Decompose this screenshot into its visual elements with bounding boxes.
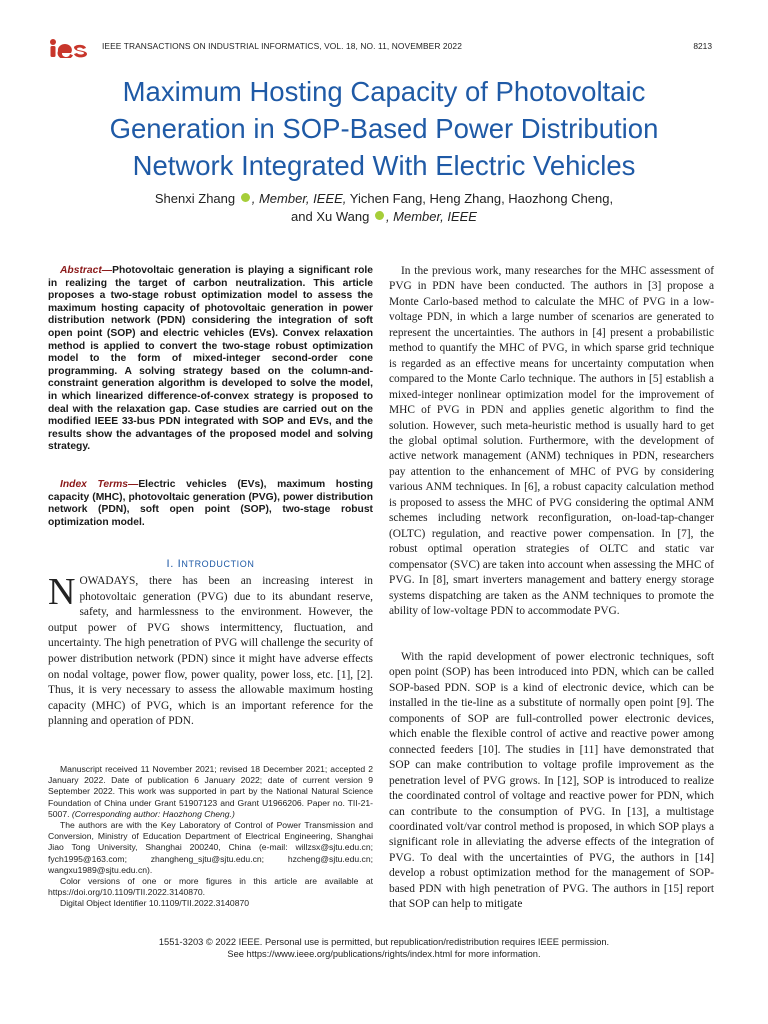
section-initial: I — [177, 558, 182, 570]
corresponding-author: (Corresponding author: Haozhong Cheng.) — [69, 808, 235, 819]
intro-paragraph — [48, 571, 373, 730]
copyright-line: 1551-3203 © 2022 IEEE. Personal use is permitted, but republication/redistribution requires IEEE permission. — [158, 937, 610, 947]
footnote-color-versions: Color versions of one or more figures in this article are available at https://doi.org/10.1109/TII.2022.3140870. — [48, 876, 373, 898]
orcid-icon[interactable] — [375, 211, 384, 220]
section-number: I. — [166, 558, 178, 570]
index-terms-text: Electric vehicles (EVs), maximum hosting capacity (MHC), photovoltaic generation (PVG), power distribution network (PDN), soft open point (SOP), two-stage robust optimization model. — [48, 479, 373, 528]
index-terms-label: Index Terms— — [60, 479, 139, 490]
footnote-manuscript — [48, 764, 373, 820]
abstract-text: Photovoltaic generation is playing a significant role in realizing the target of carbon neutralization. This article proposes a two-stage robust optimization model to assess the maximum hosting capacity of photovoltaic generation in power distribution network (PDN) considering the integration of soft open point (SOP) and electric vehicles (EVs). Convex relaxation method is applied to convert the two-stage robust optimization model to the form of mixed-integer second-order cone programming. A solving strategy based on the column-and-constraint generation algorithm is developed to solve the model, in which linearized difference-of-convex strategy is proposed to deal with the relaxation gap. Case studies are carried out on the modified IEEE 33-bus PDN integrated with SOP and EVs, and the results show the advantages of the proposed model and solving strategy. — [48, 265, 373, 453]
index-terms — [48, 479, 373, 529]
journal-citation: IEEE TRANSACTIONS ON INDUSTRIAL INFORMATICS, VOL. 18, NO. 11, NOVEMBER 2022 — [102, 41, 462, 51]
intro-text: there has been an increasing interest in photovoltaic generation (PVG) due to its abundant reserve, safety, and harmlessness to the environment. However, the output power of PVG shows intermittency, fluctuation, and uncertainty. The high penetration of PVG will challenge the security of power distribution network (PDN) since it might have adverse effects on nodal voltage, power flow, power quality, power loss, etc. [1], [2]. Thus, it is very necessary to assess the allowable maximum hosting capacity (MHC) of PVG, which is an important reference for the planning and operation of PDN. — [48, 575, 373, 728]
abstract-label: Abstract— — [60, 265, 113, 276]
body-paragraph: In the previous work, many researches for the MHC assessment of PVG in PDN have been conducted. The authors in [3] propose a Monte Carlo-based method to calculate the MHC of PVG in a low-voltage PDN, in which a large number of scenarios are generated to represent the uncertainties. The authors in [4] present a probabilistic method to quantify the MHC of PVG, in which sparse grid technique is regarded as an effective means for uncertainty computation when compared to the Monte Carlo technique. The authors in [5] establish a mixed-integer nonlinear optimization model for the improvement of MHC of PVG in PDN and applies genetic algorithm to find the solution. However, such meta-heuristic method is usually hard to get the global optimal solution. Furthermore, with the development of active network management (ANM) techniques in PDN, researchers pay attention to the enhancement of MHC of PVG by considering various ANM techniques. In [6], a robust capacity calculation method is proposed to assess the MHC of PVG considering the optimal ANM schemes including network reconfiguration, on-load-tap-changer (OLTC) regulation, and reactive power compensation. In [7], the robust optimal operation strategies of OLTC and static var compensator (SVC) are taken into account when assessing the MHC of PVG. In [8], smart inverters management and battery energy storage systems dispatching are taken as the ANM techniques to promote the ability of low-voltage PDN to accommodate PVG. — [389, 265, 714, 617]
author-membership: , Member, IEEE — [385, 209, 477, 224]
copyright-footer — [0, 937, 768, 960]
author-names: Yichen Fang, Heng Zhang, Haozhong Cheng, — [346, 191, 614, 206]
permissions-line: See https://www.ieee.org/publications/rights/index.html for more information. — [227, 948, 541, 959]
title-line-1: Maximum Hosting Capacity of Photovoltaic — [122, 76, 646, 107]
footnote-manuscript-text: Manuscript received 11 November 2021; revised 18 December 2021; accepted 2 January 2022. Date of publication 6 January 2022; date of current version 9 September 2022. This work was supported in part by the National Natural Science Foundation of China under Grant 51907123 and Grant U1966206. Paper no. TII-21-5007. — [48, 764, 373, 819]
page-header — [0, 36, 768, 58]
ies-logo — [46, 38, 88, 58]
page-number: 8213 — [693, 41, 712, 51]
footnote — [48, 764, 373, 910]
author-membership: , Member, IEEE, — [251, 191, 347, 206]
author-list — [40, 190, 728, 226]
author-name: Shenxi Zhang — [154, 191, 236, 206]
section-heading — [48, 558, 373, 570]
orcid-icon[interactable] — [241, 193, 250, 202]
body-paragraph: With the rapid development of power electronic techniques, soft open point (SOP) has been introduced into PDN, which can be called SOP-based PDN. SOP is a kind of electronic device, which can be installed in the tie-line as a substitute of normally open point [9]. The components of SOP are full-controlled power electronic devices, which enable the flexible control of active and reactive power among connected feeders [10]. The studies in [11] have demonstrated that SOP can make contribution to voltage profile improvement as the penetration level of PVG grows. In [12], SOP is introduced to realize the coordinated control of voltage and reactive power for PDN, which can contribute to the consumption of PVG. In [13], a multistage coordinated volt/var control method is proposed, in which SOP plays a significant role in alleviating the adverse effects of the integration of PVG. To deal with the uncertainties of PVG, the authors in [14] develop a robust optimization method for the management of SOP-based PDN with high penetration of PVG. The authors in [15] report that SOP can help to mitigate — [389, 651, 714, 911]
title-line-3: Network Integrated With Electric Vehicles — [132, 150, 636, 181]
paper-title — [40, 73, 728, 184]
title-line-2: Generation in SOP-Based Power Distribution — [109, 113, 659, 144]
footnote-doi: Digital Object Identifier 10.1109/TII.2022.3140870 — [60, 898, 250, 909]
drop-cap: N — [48, 571, 76, 613]
author-name: and Xu Wang — [291, 209, 370, 224]
first-word: OWADAYS, — [79, 575, 139, 587]
section-title-rest: NTRODUCTION — [181, 559, 255, 569]
abstract — [48, 265, 373, 454]
footnote-affiliation: The authors are with the Key Laboratory of Control of Power Transmission and Conversion, Ministry of Education Department of Electrical Engineering, Shanghai Jiao Tong University, Shanghai 200240, China (e-mail: willzsx@sjtu.edu.cn; fych1995@163.com; zhangheng_sjtu@sjtu.edu.cn; hzcheng@sjtu.edu.cn; wangxu1989@sjtu.edu.cn). — [48, 820, 373, 875]
